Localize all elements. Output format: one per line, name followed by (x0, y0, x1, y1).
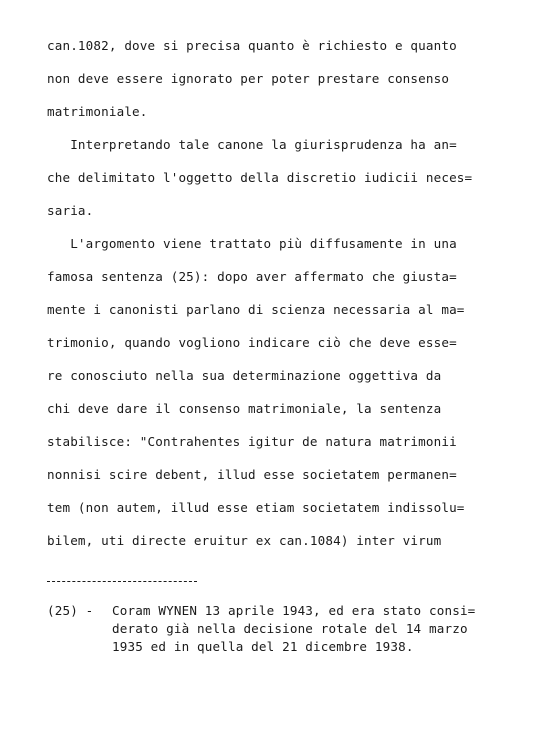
body-line: L'argomento viene trattato più diffusamente in una (47, 236, 457, 251)
body-line: mente i canonisti parlano di scienza necessaria al ma= (47, 302, 465, 317)
body-line: tem (non autem, illud esse etiam societatem indissolu= (47, 500, 465, 515)
body-line: che delimitato l'oggetto della discretio iudicii neces= (47, 170, 473, 185)
footnote-line: derato già nella decisione rotale del 14 marzo (112, 621, 468, 636)
body-line: trimonio, quando vogliono indicare ciò che deve esse= (47, 335, 457, 350)
body-line: non deve essere ignorato per poter prestare consenso (47, 71, 450, 86)
body-line: re conosciuto nella sua determinazione oggettiva da (47, 368, 442, 383)
body-line: bilem, uti directe eruitur ex can.1084) inter virum (47, 533, 442, 548)
body-line: Interpretando tale canone la giurisprudenza ha an= (47, 137, 457, 152)
body-line: saria. (47, 203, 94, 218)
footnote-line: Coram WYNEN 13 aprile 1943, ed era stato consi= (112, 603, 476, 618)
body-line: can.1082, dove si precisa quanto è richiesto e quanto (47, 38, 457, 53)
body-line: nonnisi scire debent, illud esse societatem permanen= (47, 467, 457, 482)
footnote-line: 1935 ed in quella del 21 dicembre 1938. (112, 639, 414, 654)
footnote-marker: (25) - (47, 603, 94, 618)
body-line: chi deve dare il consenso matrimoniale, la sentenza (47, 401, 442, 416)
body-line: matrimoniale. (47, 104, 148, 119)
footnote-separator (47, 581, 197, 582)
body-line: stabilisce: "Contrahentes igitur de natura matrimonii (47, 434, 457, 449)
body-line: famosa sentenza (25): dopo aver affermato che giusta= (47, 269, 457, 284)
